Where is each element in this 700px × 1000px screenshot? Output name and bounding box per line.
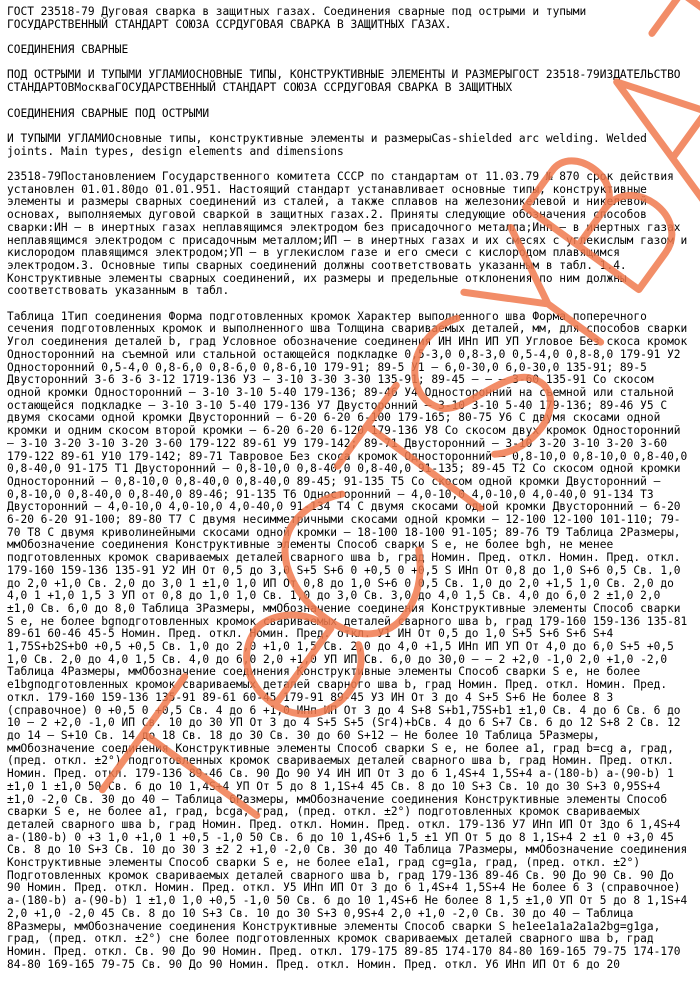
scope-paragraph: 23518-79Постановлением Государственного комитета СССР по стандартам от 11.03.79 № 870 срок действия установлен 01.01.80до 01.01.951. Настоящий стандарт устанавливает основные типы, конструктивные элементы и размеры сварных соединений из сталей, а также сплавов на железоникелевой и никелевой основах, выполняемых дуговой сваркой в защитных газах.2. Приняты следующие обозначения способов сварки:ИН — в инертных газах неплавящимся электродом без присадочного металла;Инп — в инертных газах неплавящимся электродом с присадочным металлом;ИП — в инертных газах и их смесях с углекислым газом и кислородом плавящимся электродом;УП — в углекислом газе и его смеси с кислородом плавящимся электродом.3. Основные типы сварных соединений должны соответствовать указанным в табл. 1.4. Конструктивные элементы сварных соединений, их размеры и предельные отклонения по ним должны соответствовать указанным в табл. <box>7 170 688 298</box>
header-line: ГОСТ 23518-79 Дуговая сварка в защитных газах. Соединения сварные под острыми и тупыми ГОСУДАРСТВЕННЫЙ СТАНДАРТ СОЮЗА ССРДУГОВАЯ СВАРКА В ЗАЩИТНЫХ ГАЗАХ. <box>7 5 587 31</box>
title-translation: И ТУПЫМИ УГЛАМИОсновные типы, конструктивные элементы и размерыCas-shielded arc welding. Welded joints. Main types, design elements and dimensions <box>7 131 647 158</box>
section-heading: СОЕДИНЕНИЯ СВАРНЫЕ <box>7 43 129 57</box>
document-body <box>7 6 693 984</box>
section-subheading: СОЕДИНЕНИЯ СВАРНЫЕ ПОД ОСТРЫМИ <box>7 106 210 120</box>
tables-text: Таблица 1Тип соединения Форма подготовленных кромок Характер выполненного шва Форма поперечного сечения подготовленных кромок и выполненного шва Толщина свариваемых деталей, мм, для способов сварки Угол соединения деталей b, град Условное обозначение соединения ИН ИНп ИП УП Угловое Без скоса кромок Односторонний на съемной или стальной остающейся подкладке 0,5-3,0 0,8-3,0 0,5-4,0 0,8-8,0 179-91 У2 Односторонний 0,5-4,0 0,8-6,0 0,8-6,0 0,8-6,10 179-91; 89-5 У1 — 6,0-30,0 6,0-30,0 135-91; 89-5 Двусторонний 3-6 3-6 3-12 1719-136 У3 — 3-10 3-30 3-30 135-91; 89-45 — — — 3-60 135-91 Со скосом одной кромки Односторонний — 3-10 3-10 5-40 179-136; 89-46 У4 Односторонний на съемной или стальной остающейся подкладке — 3-10 3-10 5-40 179-136 У7 Двусторонний — 3-10 3-10 5-40 179-136; 89-46 У5 С двумя скосами одной кромки Двусторонний — 6-20 6-20 6-100 179-165; 80-75 У6 С двумя скосами одной кромки и одним скосом второй кромки — 6-20 6-20 6-120 179-136 У8 Со скосом двух кромок Односторонний — 3-10 3-20 3-10 3-20 3-60 179-122 89-61 У9 179-142; 89-71 Двусторонний — 3-10 3-20 3-10 3-20 3-60 179-122 89-61 У10 179-142; 89-71 Тавровое Без скоса кромок Односторонний — 0,8-10,0 0,8-10,0 0,8-40,0 0,8-40,0 91-175 Т1 Двусторонний — 0,8-10,0 0,8-40,0 0,8-40,0 91-135; 89-45 Т2 Со скосом одной кромки Односторонний — 0,8-10,0 0,8-40,0 0,8-40,0 89-45; 91-135 Т5 Со скосом одной кромки Двусторонний — 0,8-10,0 0,8-40,0 0,8-40,0 89-46; 91-135 Т6 Односторонний — 4,0-10,0 4,0-10,0 4,0-40,0 91-134 Т3 Двусторонний — 4,0-10,0 4,0-10,0 4,0-40,0 91-134 Т4 С двумя скосами одной кромки Двусторонний — 6-20 6-20 6-20 91-100; 89-80 Т7 С двумя несимметричными скосами одной кромки — 12-100 12-100 101-110; 79-70 Т8 С двумя криволинейными скосами одной кромки — 18-100 18-100 91-105; 89-76 Т9 Таблица 2Размеры, ммОбозначение соединения Конструктивные элементы Способ сварки S e, не более bgh, не менее подготовленных кромок свариваемых деталей сварного шва b, град Номин. Пред. откл. Номин. Пред. откл. 179-160 159-136 135-91 У2 ИН От 0,5 до 3,0 S+5 S+6 0 +0,5 0 +0,5 S ИНп От 0,8 до 1,0 S+6 0,5 Св. 1,0 до 2,0 +1,0 Св. 2,0 до 3,0 1 ±1,0 1,0 ИП От 0,8 до 1,0 S+6 0 0,5 Св. 1,0 до 2,0 +1,5 1,0 Св. 2,0 до 4,0 1 +1,0 1,5 3 УП от 0,8 до 1,0 1,0 Св. 1,0 до 3,0 Св. 3,0 до 4,0 1,5 Св. 4,0 до 6,0 2 ±1,0 2,0 ±1,0 Св. 6,0 до 8,0 Таблица 3Размеры, ммОбозначение соединения Конструктивные элементы Способ сварки S e, не более bgподготовленных кромок свариваемых деталей сварного шва b, град 179-160 159-136 135-81 89-61 60-46 45-5 Номин. Пред. откл. Номин. Пред. откл. У1 ИН От 0,5 до 1,0 S+5 S+6 S+6 S+4 1,75S+b2S+b0 +0,5 +0,5 Св. 1,0 до 2,0 +1,0 1,5 Св. 2,0 до 4,0 +1,5 ИНп ИП УП От 4,0 до 6,0 S+5 +0,5 1,0 Св. 2,0 до 4,0 1,5 Св. 4,0 до 6,0 2,0 +1,0 УП ИП Св. 6,0 до 30,0 — — 2 +2,0 -1,0 2,0 +1,0 -2,0 Таблица 4Размеры, ммОбозначение соединения Конструктивные элементы Способ сварки S e, не более e1bgподготовленных кромок свариваемых деталей сварного шва b, град Номин. Пред. откл. Номин. Пред. откл. 179-160 159-136 135-91 89-61 60-45 179-91 89-45 У3 ИН От 3 до 4 S+5 S+6 Не более 8 3 (справочное) 0 +0,5 0 +0,5 Св. 4 до 6 +1,0 ИНп ИП От 3 до 4 S+8 S+b1,75S+b1 ±1,0 Св. 4 до 6 Св. 6 до 10 — 2 +2,0 -1,0 ИП Св. 10 до 30 УП От 3 до 4 S+5 S+5 (Sг4)+bCв. 4 до 6 S+7 Св. 6 до 12 S+8 2 Св. 12 до 14 — S+10 Св. 14 до 18 Св. 18 до 30 Св. 30 до 60 S+12 — Не более 10 Таблица 5Размеры, ммОбозначение соединения Конструктивные элементы Способ сварки S e, не более a1, град b=cg a, град, (пред. откл. ±2°) подготовленных кромок свариваемых деталей сварного шва b, град Номин. Пред. откл. Номин. Пред. откл. 179-136 89-46 Св. 90 До 90 У4 ИН ИП От 3 до 6 1,4S+4 1,5S+4 a-(180-b) a-(90-b) 1 ±1,0 1 ±1,0 50 Св. 6 до 10 1,4S+4 УП От 5 до 8 1,1S+4 45 Св. 8 до 10 S+3 Св. 10 до 30 S+3 0,95S+4 ±1,0 -2,0 Св. 30 до 40 — Таблица 6Размеры, ммОбозначение соединения Конструктивные элементы Способ сварки S e, не более a1, град, bcga, град, (пред. откл. ±2°) подготовленных кромок свариваемых деталей сварного шва b, град Номин. Пред. откл. Номин. Пред. откл. 179-136 У7 ИНп ИП От 3до 6 1,4S+4 a-(180-b) 0 +3 1,0 +1,0 1 +0,5 -1,0 50 Св. 6 до 10 1,4S+6 1,5 ±1 УП От 5 до 8 1,1S+4 2 ±1 0 +3,0 45 Св. 8 до 10 S+3 Св. 10 до 30 3 ±2 2 +1,0 -2,0 Св. 30 до 40 Таблица 7Размеры, ммОбозначение соединения Конструктивные элементы Способ сварки S e, не более e1a1, град cg=g1a, град, (пред. откл. ±2°) Подготовленных кромок свариваемых деталей сварного шва b, град 179-136 89-46 Св. 90 До 90 Св. 90 До 90 Номин. Пред. откл. Номин. Пред. откл. У5 ИНп ИП От 3 до 6 1,4S+4 1,5S+4 Не более 6 3 (справочное) a-(180-b) a-(90-b) 1 ±1,0 1,0 +0,5 -1,0 50 Св. 6 до 10 1,4S+6 Не более 8 1,5 ±1,0 УП От 5 до 8 1,1S+4 2,0 +1,0 -2,0 45 Св. 8 до 10 S+3 Св. 10 до 30 S+3 0,9S+4 2,0 +1,0 -2,0 Св. 30 до 40 — Таблица 8Размеры, ммОбозначение соединения Конструктивные элементы Способ сварки S he1ee1a1a2a1a2bg=g1ga, град, (пред. откл. ±2°) сне более подготовленных кромок свариваемых деталей сварного шва b, град Номин. Пред. откл. Св. 90 До 90 Номин. Пред. откл. 179-175 89-85 174-170 84-80 169-165 79-75 174-170 84-80 169-165 79-75 Св. 90 До 90 Номин. Пред. откл. Номин. Пред. откл. У6 ИНп ИП От 6 до 20 <box>7 309 688 971</box>
standard-title: ПОД ОСТРЫМИ И ТУПЫМИ УГЛАМИОСНОВНЫЕ ТИПЫ, КОНСТРУКТИВНЫЕ ЭЛЕМЕНТЫ И РАЗМЕРЫГОСТ 23518-79ИЗДАТЕЛЬСТВО СТАНДАРТОВМоскваГОСУДАРСТВЕННЫЙ СТАНДАРТ СОЮЗА ССРДУГОВАЯ СВАРКА В ЗАЩИТНЫХ <box>7 68 681 95</box>
